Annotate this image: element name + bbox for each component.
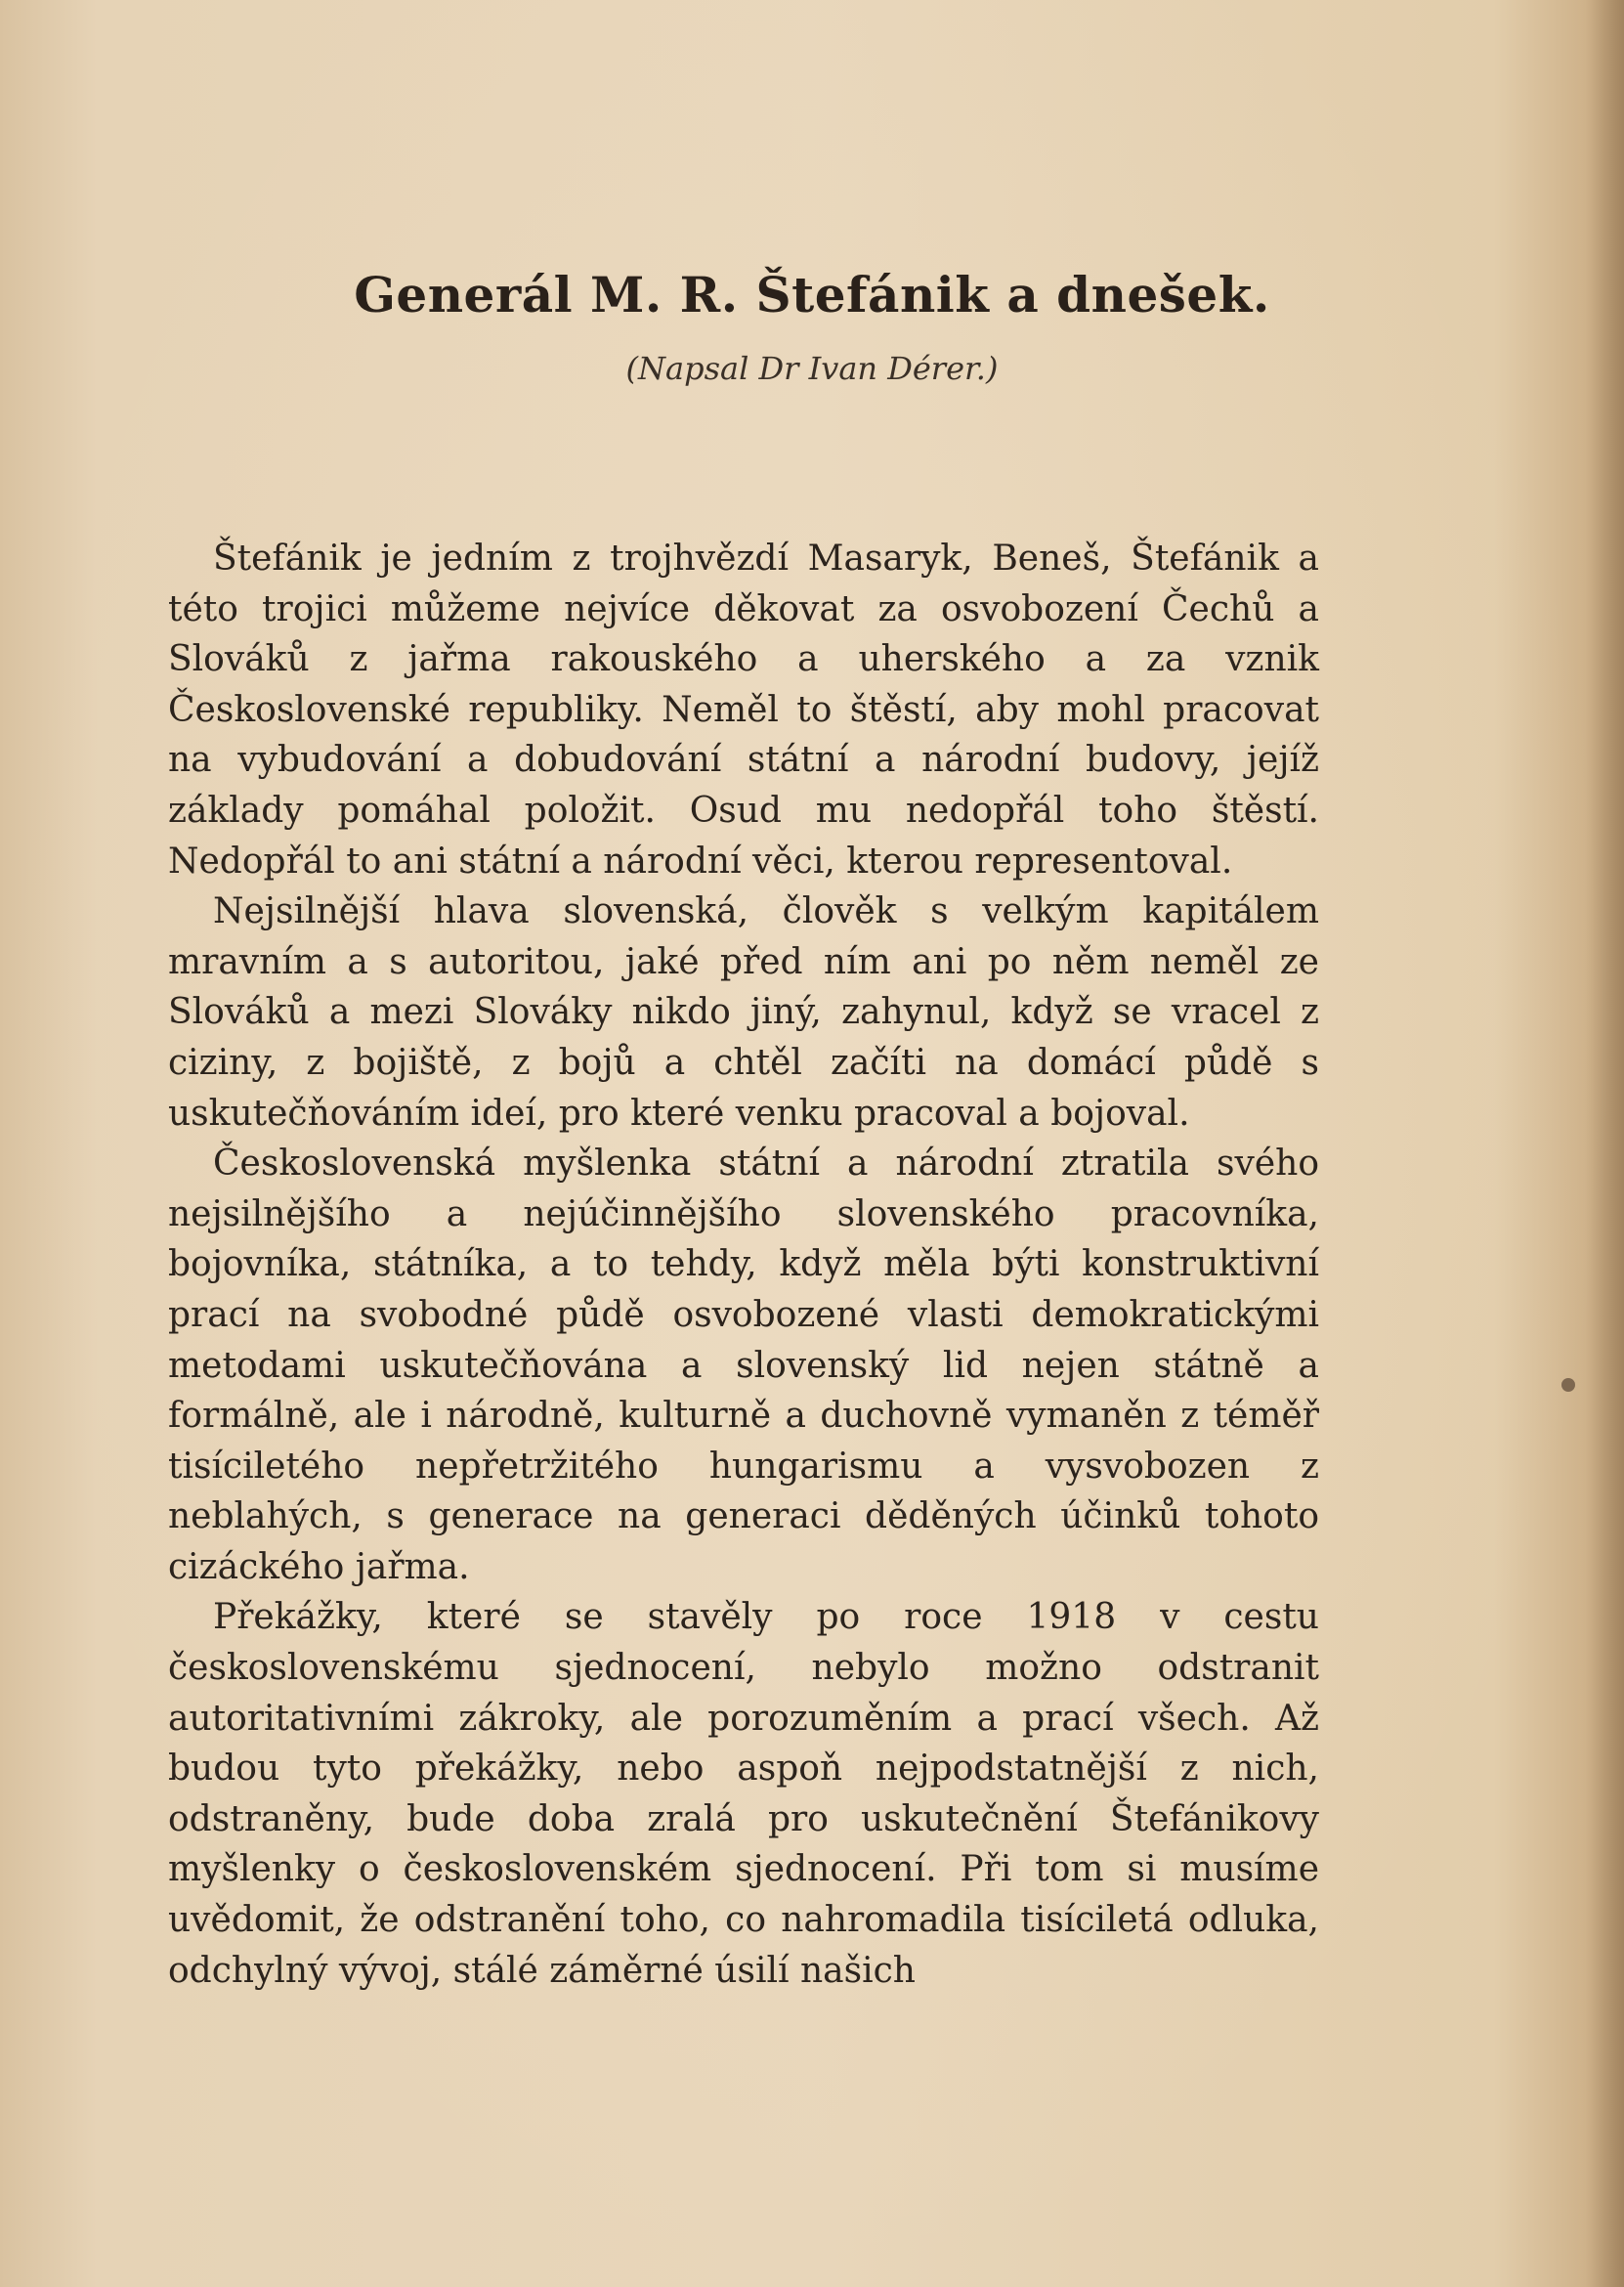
article-author: (Napsal Dr Ivan Dérer.) bbox=[625, 350, 999, 387]
paragraph-3: Československá myšlenka státní a národní ztratila svého nejsilnějšího a nejúčinnějšího slovenského pracovníka, bojovníka, státníka, a to tehdy, když měla býti konstruktivní prací na svobodné půdě osvobozené vlasti demokratickými metodami uskutečňována a slovenský lid nejen státně a formálně, ale i národně, kulturně a duchovně vymaněn z téměř tisíciletého nepřetržitého hungarismu a vysvobozen z neblahých, s generace na generaci děděných účinků tohoto cizáckého jařma. bbox=[168, 1144, 1319, 1587]
article-body bbox=[168, 534, 1319, 1996]
paragraph-2: Nejsilnější hlava slovenská, člověk s velkým kapitálem mravním a s autoritou, jaké před ním ani po něm neměl ze Slováků a mezi Slováky nikdo jiný, zahynul, když se vracel z ciziny, z bojiště, z bojů a chtěl začíti na domácí půdě s uskutečňováním ideí, pro které venku pracoval a bojoval. bbox=[168, 891, 1319, 1134]
paper-stain bbox=[1561, 1378, 1575, 1392]
paragraph-1: Štefánik je jedním z trojhvězdí Masaryk, Beneš, Štefánik a této trojici můžeme nejvíce děkovat za osvobození Čechů a Slováků z jařma rakouského a uherského a za vznik Československé republiky. Neměl to štěstí, aby mohl pracovat na vybudování a dobudování státní a národní budovy, jejíž základy pomáhal položit. Osud mu nedopřál toho štěstí. Nedopřál to ani státní a národní věci, kterou representoval. bbox=[168, 539, 1319, 882]
page-edge-shadow bbox=[1585, 0, 1624, 2287]
paragraph-4: Překážky, které se stavěly po roce 1918 v cestu československému sjednocení, nebylo možno odstranit autoritativními zákroky, ale porozuměním a prací všech. Až budou tyto překážky, nebo aspoň nejpodstatnější z nich, odstraněny, bude doba zralá pro uskutečnění Štefánikovy myšlenky o československém sjednocení. Při tom si musíme uvědomit, že odstranění toho, co nahromadila tisíciletá odluka, odchylný vývoj, stálé záměrné úsilí našich bbox=[168, 1597, 1319, 1991]
article-title: Generál M. R. Štefánik a dnešek. bbox=[354, 266, 1270, 324]
